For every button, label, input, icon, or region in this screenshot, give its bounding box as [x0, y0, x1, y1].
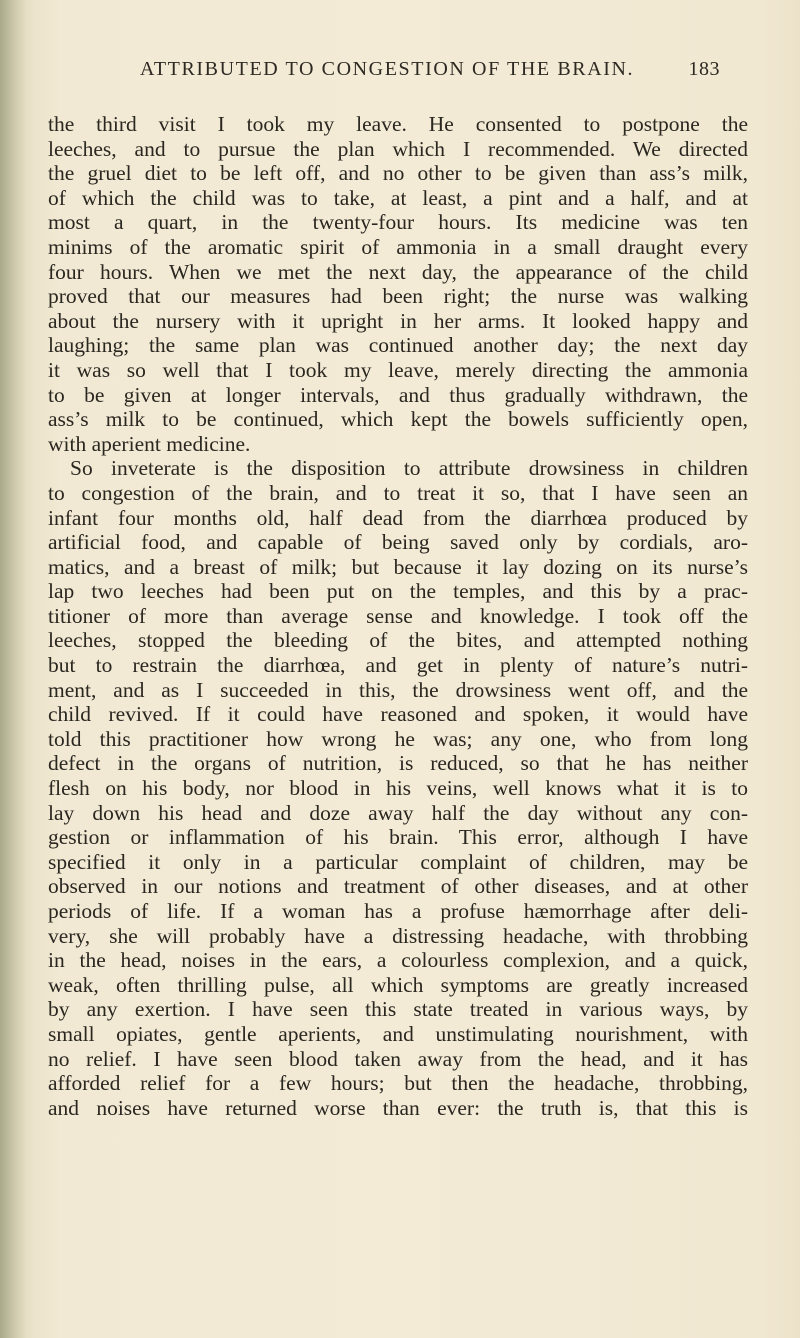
text-line: to be given at longer intervals, and thus gradually withdrawn, the: [48, 382, 748, 407]
text-line: flesh on his body, nor blood in his veins, well knows what it is to: [48, 776, 748, 801]
text-line: laughing; the same plan was continued another day; the next day: [48, 333, 748, 358]
text-line: minims of the aromatic spirit of ammonia in a small draught every: [48, 234, 748, 259]
text-line: afforded relief for a few hours; but then the headache, throbbing,: [48, 1071, 748, 1096]
page-number: 183: [688, 58, 720, 80]
text-line: lap two leeches had been put on the temples, and this by a prac-: [48, 579, 748, 604]
text-line: observed in our notions and treatment of other diseases, and at other: [48, 874, 748, 899]
running-header: [140, 58, 720, 81]
text-line: it was so well that I took my leave, merely directing the ammonia: [48, 357, 748, 382]
text-line: specified it only in a particular complaint of children, may be: [48, 849, 748, 874]
text-line: of which the child was to take, at least, a pint and a half, and at: [48, 185, 748, 210]
text-line: in the head, noises in the ears, a colourless complexion, and a quick,: [48, 948, 748, 973]
text-line: most a quart, in the twenty-four hours. Its medicine was ten: [48, 210, 748, 235]
text-line: lay down his head and doze away half the day without any con-: [48, 800, 748, 825]
text-line: defect in the organs of nutrition, is reduced, so that he has neither: [48, 751, 748, 776]
text-line: by any exertion. I have seen this state treated in various ways, by: [48, 997, 748, 1022]
text-line: ass’s milk to be continued, which kept the bowels sufficiently open,: [48, 407, 748, 432]
text-line: leeches, and to pursue the plan which I recommended. We directed: [48, 136, 748, 161]
text-line: So inveterate is the disposition to attribute drowsiness in children: [70, 456, 748, 481]
text-line: artificial food, and capable of being saved only by cordials, aro-: [48, 530, 748, 555]
text-line: ment, and as I succeeded in this, the drowsiness went off, and the: [48, 677, 748, 702]
text-line: the third visit I took my leave. He consented to postpone the: [48, 112, 748, 136]
running-title: ATTRIBUTED TO CONGESTION OF THE BRAIN.: [140, 58, 635, 80]
text-line: periods of life. If a woman has a profuse hæmorrhage after deli-: [48, 899, 748, 923]
text-line: to congestion of the brain, and to treat it so, that I have seen an: [48, 480, 748, 505]
text-line: small opiates, gentle aperients, and unstimulating nourishment, with: [48, 1021, 748, 1046]
text-line: weak, often thrilling pulse, all which symptoms are greatly increased: [48, 972, 748, 997]
text-line: the gruel diet to be left off, and no other to be given than ass’s milk,: [48, 161, 748, 186]
text-line: matics, and a breast of milk; but because it lay dozing on its nurse’s: [48, 554, 748, 579]
text-line: gestion or inflammation of his brain. This error, although I have: [48, 825, 748, 850]
text-line: no relief. I have seen blood taken away from the head, and it has: [48, 1046, 748, 1071]
text-line: leeches, stopped the bleeding of the bites, and attempted nothing: [48, 628, 748, 653]
text-line: titioner of more than average sense and knowledge. I took off the: [48, 603, 748, 628]
text-line: infant four months old, half dead from the diarrhœa produced by: [48, 505, 748, 530]
text-line: child revived. If it could have reasoned and spoken, it would have: [48, 702, 748, 727]
text-line: and noises have returned worse than ever: the truth is, that this is: [48, 1095, 748, 1120]
text-line: four hours. When we met the next day, the appearance of the child: [48, 259, 748, 284]
page-spine-shadow: [0, 0, 26, 1338]
text-line: told this practitioner how wrong he was; any one, who from long: [48, 726, 748, 751]
text-line: with aperient medicine.: [48, 431, 251, 456]
text-line: proved that our measures had been right; the nurse was walking: [48, 284, 748, 309]
text-line: very, she will probably have a distressing headache, with throbbing: [48, 923, 748, 948]
body-text: [48, 112, 748, 1120]
text-line: about the nursery with it upright in her arms. It looked happy and: [48, 308, 748, 333]
text-line: but to restrain the diarrhœa, and get in plenty of nature’s nutri-: [48, 653, 748, 678]
